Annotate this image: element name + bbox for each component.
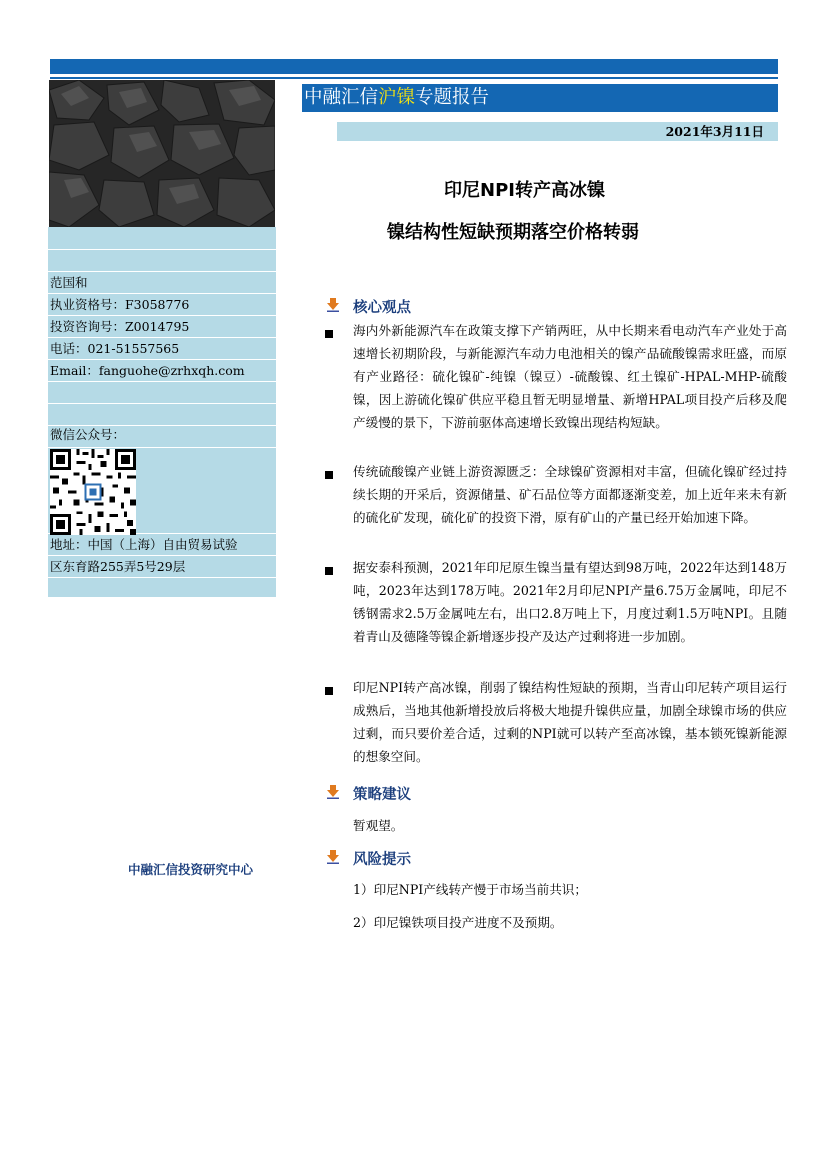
sidebar-divider xyxy=(48,447,276,448)
sidebar-divider xyxy=(48,249,276,250)
bullet-marker xyxy=(325,330,333,338)
report-date: 2021年3月11日 xyxy=(665,124,764,139)
address-line-2: 区东育路255弄5号29层 xyxy=(50,559,186,574)
analyst-sidebar xyxy=(48,227,276,597)
risk-item-2: 2）印尼镍铁项目投产进度不及预期。 xyxy=(353,915,563,930)
address-line-1: 地址：中国（上海）自由贸易试验 xyxy=(50,537,238,552)
analyst-name: 范国和 xyxy=(50,275,88,290)
report-series-title xyxy=(304,86,489,110)
core-point-1: 海内外新能源汽车在政策支撑下产销两旺，从中长期来看电动汽车产业处于高速增长初期阶段，与新能源汽车动力电池相关的镍产品硫酸镍需求旺盛，而原有产业路径：硫化镍矿-纯镍（镍豆）-硫酸镍、红土镍矿-HPAL-MHP-硫酸镍，因上游硫化镍矿供应平稳且暂无明显增量、新增HPAL项目投产后移及爬产缓慢的景下，下游前驱体高速增长致镍出现结构短缺。 xyxy=(353,323,787,430)
sidebar-divider xyxy=(48,381,276,382)
sidebar-divider xyxy=(48,403,276,404)
core-point-3: 据安泰科预测，2021年印尼原生镍当量有望达到98万吨，2022年达到148万吨，2023年达到178万吨。2021年2月印尼NPI产量6.75万金属吨，印尼不锈钢需求2.5万金属吨左右，出口2.8万吨上下，月度过剩1.5万吨NPI。且随着青山及德隆等镍企新增逐步投产及达产过剩将进一步加剧。 xyxy=(353,560,787,644)
bullet-marker xyxy=(325,687,333,695)
phone-number: 电话：021-51557565 xyxy=(50,341,180,356)
commodity-highlight: 沪镍 xyxy=(378,87,416,108)
company-name: 中融汇信 xyxy=(304,87,379,108)
sidebar-divider xyxy=(48,555,276,556)
risk-item-1: 1）印尼NPI产线转产慢于市场当前共识； xyxy=(353,882,587,897)
top-banner-bar xyxy=(50,59,778,74)
section-arrow-icon xyxy=(326,850,340,864)
strategy-heading: 策略建议 xyxy=(353,787,411,803)
research-center-name: 中融汇信投资研究中心 xyxy=(128,862,254,877)
license-number: 执业资格号：F3058776 xyxy=(50,297,190,312)
sidebar-divider xyxy=(48,271,276,272)
top-divider xyxy=(50,77,778,79)
core-point-2: 传统硫酸镍产业链上游资源匮乏：全球镍矿资源相对丰富，但硫化镍矿经过持续长期的开采后，资源储量、矿石品位等方面都逐渐变差，加上近年来未有新的硫化矿发现，硫化矿的投资下滑，原有矿山的产量已经开始加速下降。 xyxy=(353,464,787,525)
report-type: 专题报告 xyxy=(415,87,490,108)
report-title-line-2: 镍结构性短缺预期落空价格转弱 xyxy=(387,222,639,243)
section-arrow-icon xyxy=(326,298,340,312)
report-title-line-1: 印尼NPI转产高冰镍 xyxy=(444,180,605,201)
sidebar-divider xyxy=(48,577,276,578)
wechat-label: 微信公众号： xyxy=(50,427,126,442)
bullet-marker xyxy=(325,567,333,575)
core-views-heading: 核心观点 xyxy=(353,300,411,316)
sidebar-divider xyxy=(48,315,276,316)
core-point-4: 印尼NPI转产高冰镍，削弱了镍结构性短缺的预期，当青山印尼转产项目运行成熟后，当地其他新增投放后将极大地提升镍供应量，加剧全球镍市场的供应过剩，而只要价差合适，过剩的NPI就可以转产至高冰镍，基本锁死镍新能源的想象空间。 xyxy=(353,680,787,764)
nickel-ore-photo xyxy=(49,80,275,227)
strategy-text: 暂观望。 xyxy=(353,818,404,833)
sidebar-divider xyxy=(48,293,276,294)
section-arrow-icon xyxy=(326,785,340,799)
email-address[interactable]: Email：fanguohe@zrhxqh.com xyxy=(50,363,245,378)
bullet-marker xyxy=(325,471,333,479)
sidebar-divider xyxy=(48,359,276,360)
consult-number: 投资咨询号：Z0014795 xyxy=(50,319,190,334)
risk-heading: 风险提示 xyxy=(353,852,411,868)
wechat-qr-code[interactable] xyxy=(50,449,136,535)
sidebar-divider xyxy=(48,337,276,338)
